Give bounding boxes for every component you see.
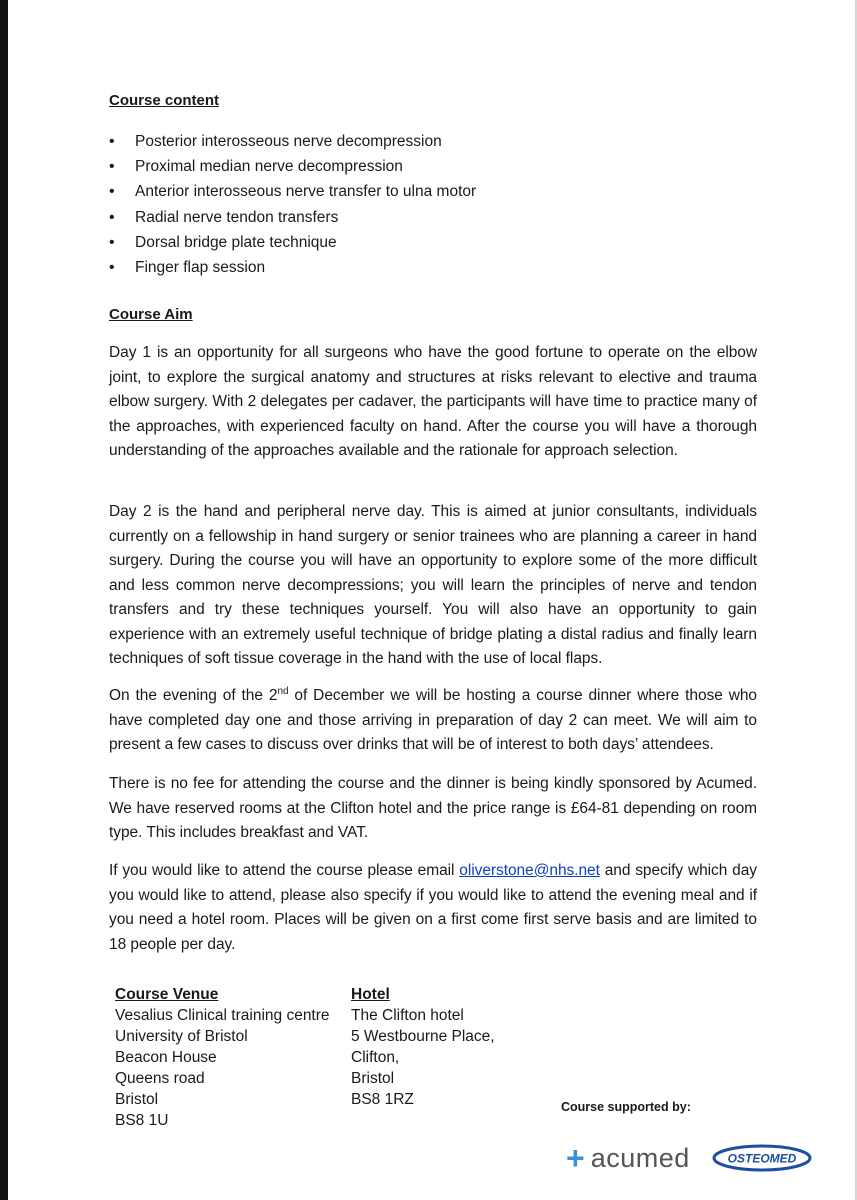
- hotel-heading: Hotel: [351, 986, 390, 1003]
- list-item: • Finger flap session: [109, 255, 609, 280]
- hotel-line: The Clifton hotel: [351, 1007, 464, 1024]
- aim-paragraph-contact: If you would like to attend the course please email oliverstone@nhs.net and specify which day you would like to attend, please also specify if you would like to attend the evening meal and if you need a hotel room. Places will be given on a first come first serve basis and are limited to 18 people per day.: [109, 862, 757, 953]
- acumed-logo: [566, 1141, 690, 1175]
- supported-by-label: Course supported by:: [561, 1100, 691, 1114]
- hotel-address: [351, 984, 495, 1110]
- list-item: • Proximal median nerve decompression: [109, 154, 609, 179]
- course-content-list: [109, 129, 609, 280]
- hotel-line: BS8 1RZ: [351, 1091, 414, 1108]
- acumed-plus-icon: +: [566, 1140, 585, 1176]
- aim-paragraph-dinner: On the evening of the 2nd of December we will be hosting a course dinner where those who have completed day one and those arriving in preparation of day 2 can meet. We will aim to present a few cases to discuss over drinks that will be of interest to both days’ attendees.: [109, 686, 758, 753]
- list-item: • Dorsal bridge plate technique: [109, 230, 609, 255]
- venue-line: Bristol: [115, 1091, 159, 1108]
- venue-heading: Course Venue: [115, 986, 219, 1003]
- aim-paragraph-fees: There is no fee for attending the course and the dinner is being kindly sponsored by Acumed. We have reserved rooms at the Clifton hotel and the price range is £64-81 depending on room type. This includes breakfast and VAT.: [109, 775, 757, 841]
- aim-paragraph-day1: Day 1 is an opportunity for all surgeons who have the good fortune to operate on the elbow joint, to explore the surgical anatomy and structures at risks relevant to elective and trauma elbow surgery. With 2 delegates per cadaver, the participants will have time to practice many of the approaches, with experienced faculty on hand. After the course you will have a thorough understanding of the approaches available and the rationale for approach selection.: [109, 344, 757, 459]
- venue-line: Beacon House: [115, 1049, 217, 1066]
- email-link[interactable]: oliverstone@nhs.net: [459, 862, 600, 879]
- venue-line: Vesalius Clinical training centre: [115, 1007, 330, 1024]
- venue-line: BS8 1U: [115, 1112, 169, 1129]
- hotel-line: Bristol: [351, 1070, 395, 1087]
- list-item: • Anterior interosseous nerve transfer to ulna motor: [109, 179, 609, 204]
- aim-paragraph-day2: Day 2 is the hand and peripheral nerve day. This is aimed at junior consultants, individuals currently on a fellowship in hand surgery or senior trainees who are planning a career in hand surgery. During the course you will have an opportunity to explore some of the more difficult and less common nerve decompressions; you will learn the principles of nerve and tendon transfers and try these techniques yourself. You will also have an opportunity to gain experience with an extremely useful technique of bridge plating a distal radius and finally learn techniques of soft tissue coverage in the hand with the use of local flaps.: [109, 503, 757, 667]
- venue-line: Queens road: [115, 1070, 205, 1087]
- osteomed-logo: [712, 1143, 812, 1173]
- venue-address: [115, 984, 330, 1131]
- osteomed-wordmark: OSTEOMED: [727, 1151, 797, 1166]
- acumed-wordmark: acumed: [590, 1142, 690, 1173]
- hotel-line: 5 Westbourne Place,: [351, 1028, 495, 1045]
- page-edge: [0, 0, 8, 1200]
- list-item: • Radial nerve tendon transfers: [109, 205, 609, 230]
- hotel-line: Clifton,: [351, 1049, 400, 1066]
- course-content-heading: Course content: [109, 92, 220, 109]
- course-aim-heading: Course Aim: [109, 306, 193, 323]
- venue-line: University of Bristol: [115, 1028, 248, 1045]
- list-item: • Posterior interosseous nerve decompression: [109, 129, 609, 154]
